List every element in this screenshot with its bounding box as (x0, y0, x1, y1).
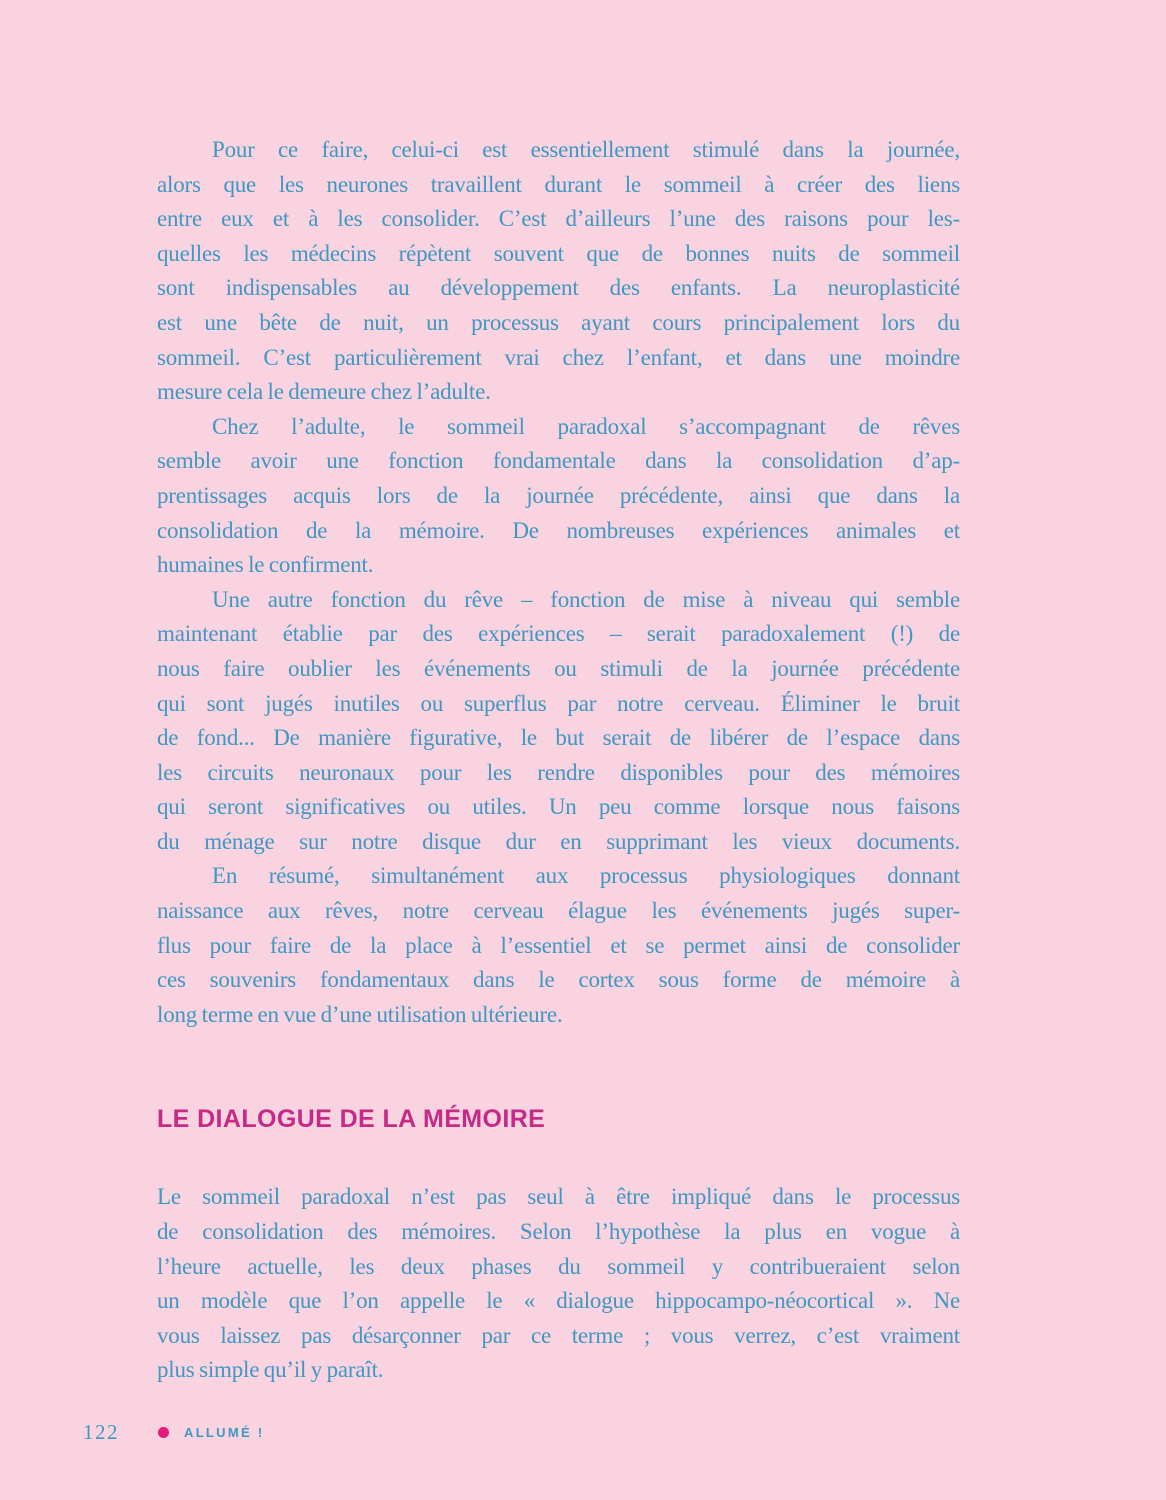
text-line: long terme en vue d’une utilisation ultérieure. (157, 1001, 563, 1027)
text-line: Chez l’adulte, le sommeil paradoxal s’accompagnant de rêves (212, 413, 960, 439)
text-line: prentissages acquis lors de la journée précédente, ainsi que dans la (157, 482, 960, 508)
text-line: qui seront significatives ou utiles. Un peu comme lorsque nous faisons (157, 794, 960, 820)
footer (83, 1420, 265, 1445)
text-line: qui sont jugés inutiles ou superflus par notre cerveau. Éliminer le bruit (157, 690, 960, 716)
text-line: de consolidation des mémoires. Selon l’hypothèse la plus en vogue à (157, 1219, 960, 1245)
text-line: sommeil. C’est particulièrement vrai chez l’enfant, et dans une moindre (157, 344, 960, 370)
text-line: vous laissez pas désarçonner par ce terme ; vous verrez, c’est vraiment (157, 1322, 960, 1348)
dot-icon (158, 1427, 169, 1438)
body-text (157, 133, 960, 1388)
text-line: semble avoir une fonction fondamentale dans la consolidation d’ap- (157, 448, 960, 474)
text-line: mesure cela le demeure chez l’adulte. (157, 379, 491, 405)
text-line: entre eux et à les consolider. C’est d’ailleurs l’une des raisons pour les- (157, 206, 960, 232)
paragraph (157, 583, 960, 860)
text-line: humaines le confirment. (157, 552, 374, 578)
text-line: Pour ce faire, celui-ci est essentiellement stimulé dans la journée, (212, 137, 960, 162)
text-line: Une autre fonction du rêve – fonction de mise à niveau qui semble (212, 586, 960, 612)
text-line: de fond... De manière figurative, le but serait de libérer de l’espace dans (157, 725, 960, 751)
text-line: est une bête de nuit, un processus ayant cours principalement lors du (157, 309, 960, 335)
paragraph (157, 1180, 960, 1388)
text-line: consolidation de la mémoire. De nombreuses expériences animales et (157, 517, 960, 543)
text-line: l’heure actuelle, les deux phases du sommeil y contribueraient selon (157, 1253, 960, 1279)
text-line: plus simple qu’il y paraît. (157, 1357, 384, 1383)
page-number: 122 (83, 1420, 119, 1444)
text-line: flus pour faire de la place à l’essentiel et se permet ainsi de consolider (157, 932, 960, 958)
text-line: maintenant établie par des expériences – serait paradoxalement (!) de (157, 621, 960, 647)
text-line: les circuits neuronaux pour les rendre disponibles pour des mémoires (157, 759, 960, 785)
section-heading: LE DIALOGUE DE LA MÉMOIRE (157, 1105, 546, 1134)
text-line: nous faire oublier les événements ou stimuli de la journée précédente (157, 655, 960, 681)
text-line: un modèle que l’on appelle le « dialogue hippocampo-néocortical ». Ne (157, 1288, 960, 1314)
text-line: quelles les médecins répètent souvent que de bonnes nuits de sommeil (157, 240, 960, 266)
text-line: alors que les neurones travaillent durant le sommeil à créer des liens (157, 171, 960, 197)
paragraph (157, 133, 960, 410)
paragraph (157, 859, 960, 1032)
text-line: En résumé, simultanément aux processus physiologiques donnant (212, 863, 960, 889)
text-line: naissance aux rêves, notre cerveau élague les événements jugés super- (157, 898, 960, 924)
footer-book-title: ALLUMÉ ! (184, 1425, 265, 1440)
text-line: du ménage sur notre disque dur en supprimant les vieux documents. (157, 828, 960, 854)
text-line: Le sommeil paradoxal n’est pas seul à être impliqué dans le processus (157, 1184, 960, 1210)
text-line: ces souvenirs fondamentaux dans le cortex sous forme de mémoire à (157, 967, 960, 993)
paragraph (157, 410, 960, 583)
text-line: sont indispensables au développement des enfants. La neuroplasticité (157, 275, 960, 301)
